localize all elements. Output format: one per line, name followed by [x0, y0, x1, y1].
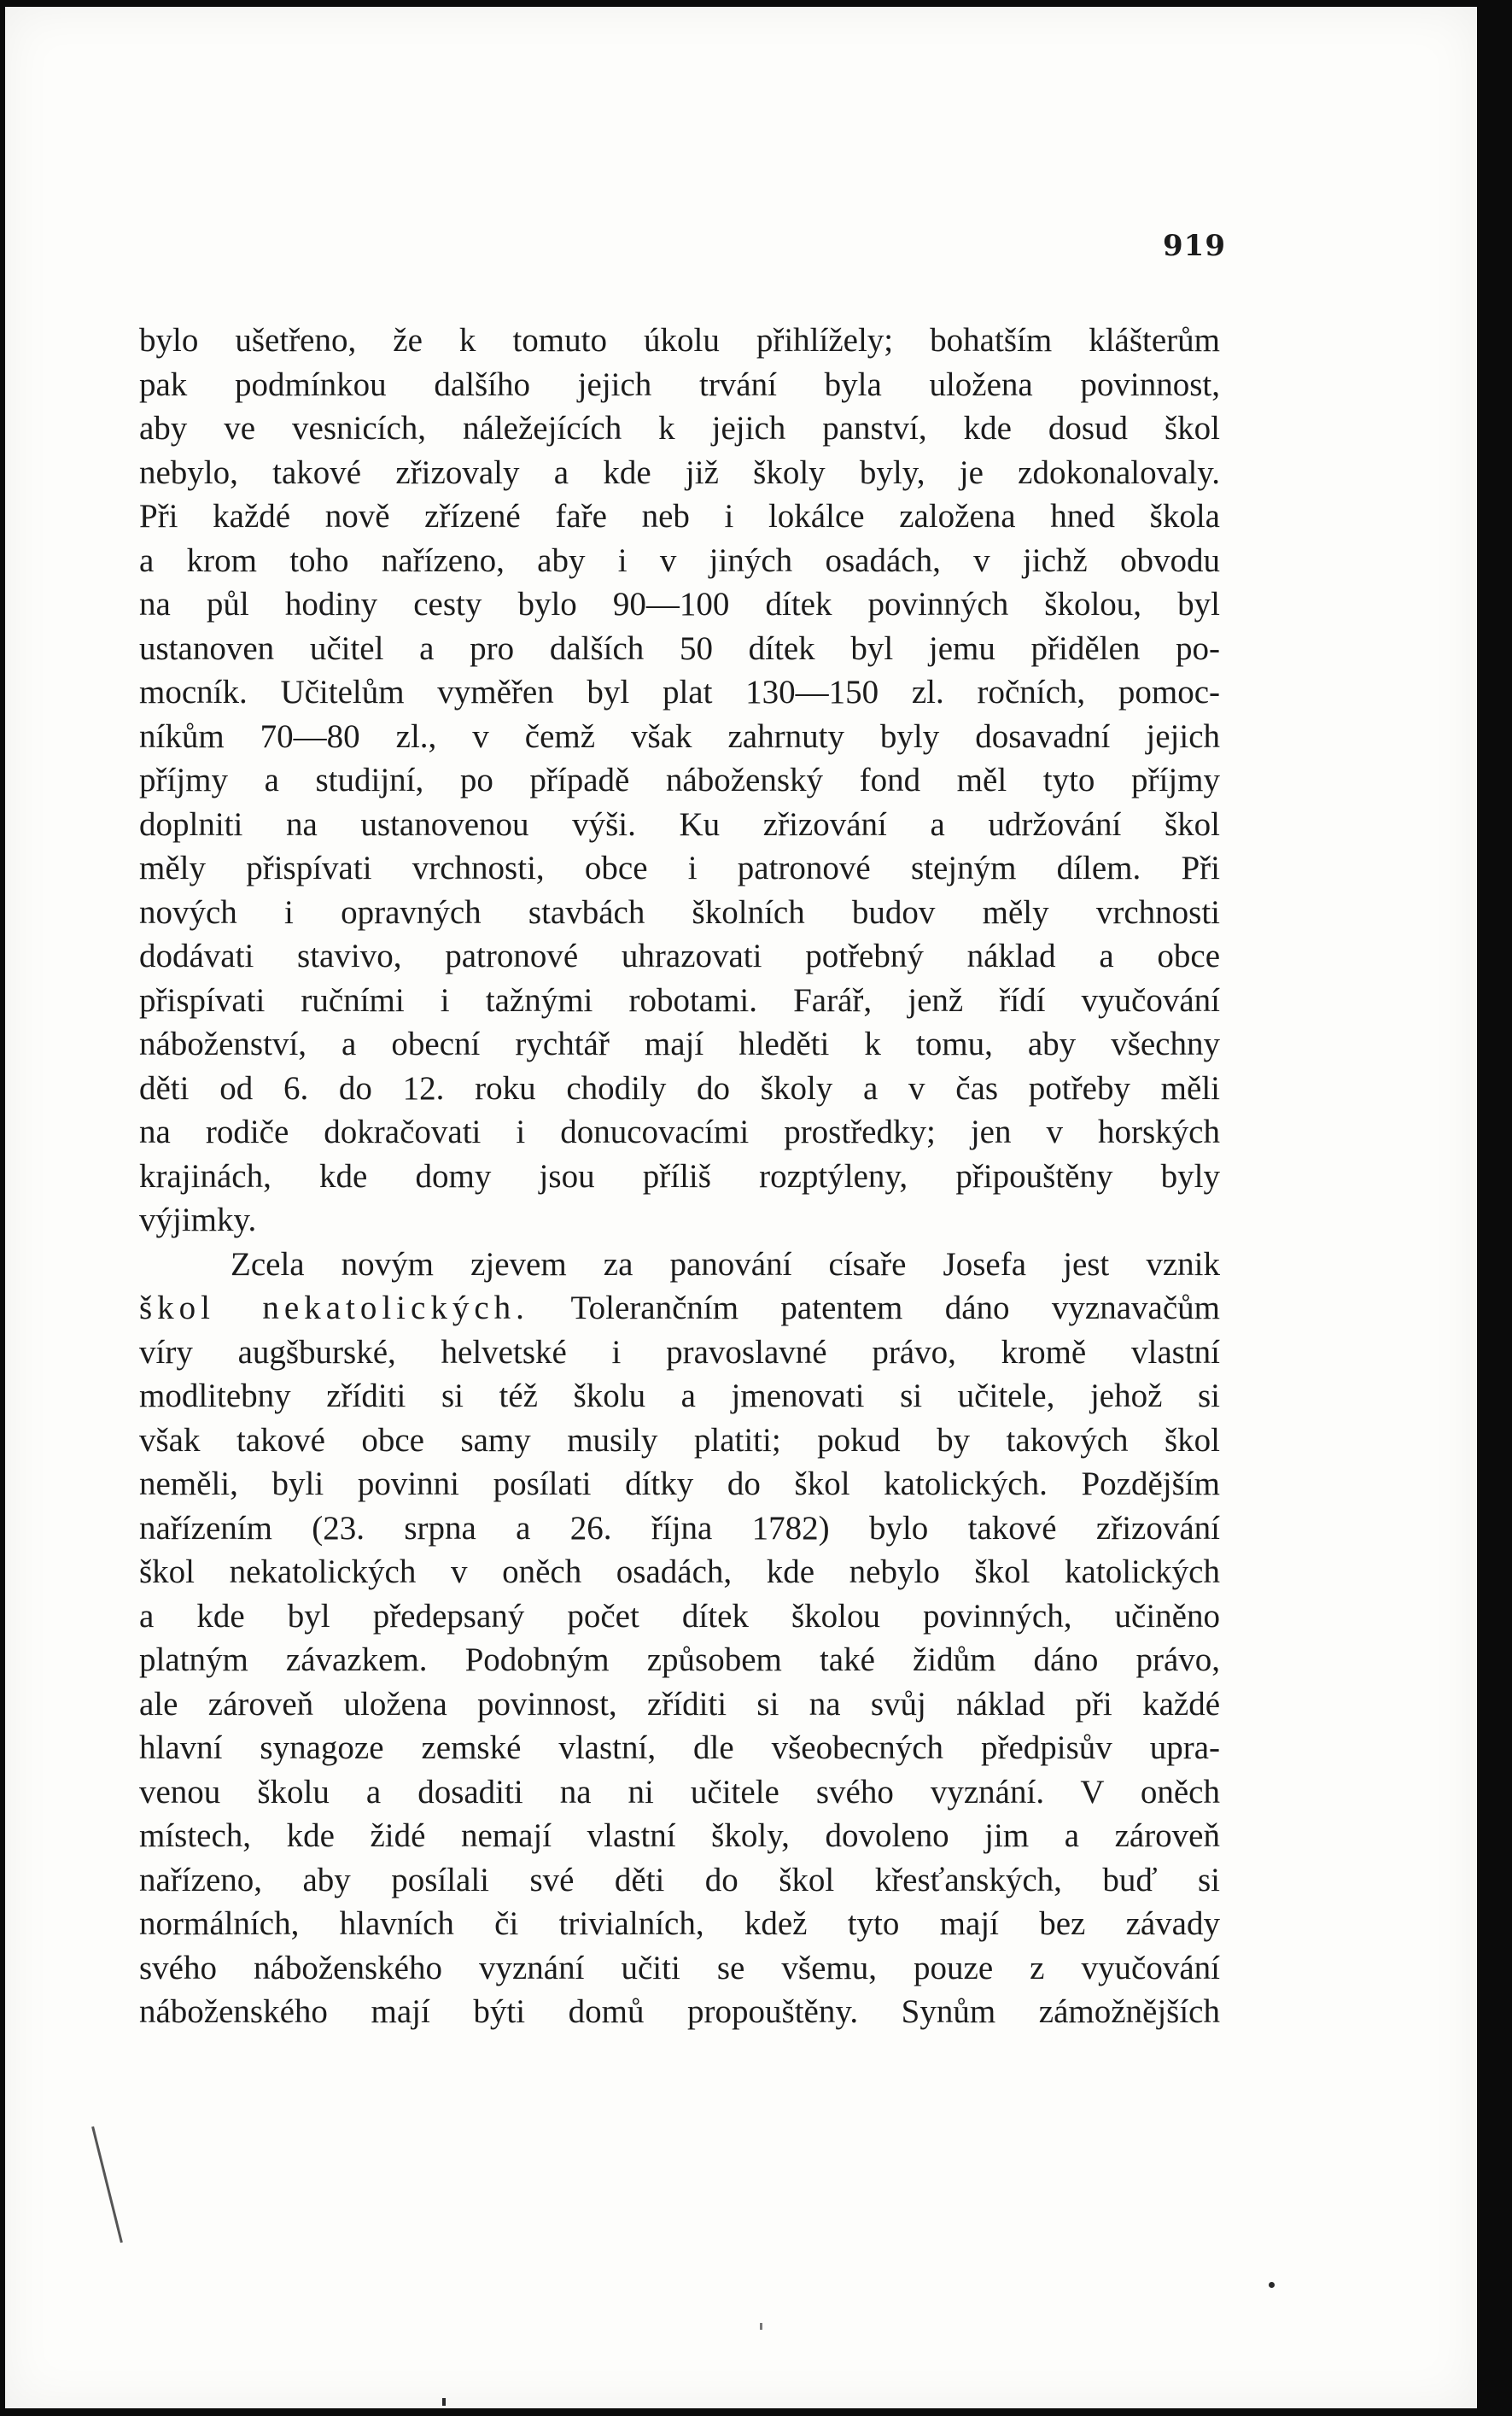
text-line: příjmy a studijní, po případě náboženský fond měl tyto příjmy — [139, 762, 1220, 799]
text-line: škol nekatolických v oněch osadách, kde nebylo škol katolických — [139, 1553, 1220, 1590]
book-page — [5, 7, 1477, 2408]
text-line: mocník. Učitelům vyměřen byl plat 130—150 zl. ročních, pomoc- — [139, 674, 1220, 711]
text-line: bylo ušetřeno, že k tomuto úkolu přihlížely; bohatším klášterům — [139, 322, 1220, 359]
text-line: a krom toho nařízeno, aby i v jiných osadách, v jichž obvodu — [139, 541, 1220, 579]
text-line: náboženského mají býti domů propouštěny. Synům zámožnějších — [139, 1993, 1220, 2030]
scan-speck — [1269, 2282, 1275, 2288]
text-line: náboženství, a obecní rychtář mají hleděti k tomu, aby všechny — [139, 1026, 1220, 1062]
text-line: modlitebny zříditi si též školu a jmenovati si učitele, jehož si — [139, 1378, 1220, 1414]
text-line: aby ve vesnicích, náležejících k jejich panství, kde dosud škol — [139, 410, 1220, 447]
text-line: nebylo, takové zřizovaly a kde již školy byly, je zdokonalovaly. — [139, 453, 1220, 491]
text-line: Zcela novým zjevem za panování císaře Josefa jest vznik — [231, 1245, 1220, 1283]
text-line: na rodiče dokračovati i donucovacími prostředky; jen v horských — [139, 1114, 1220, 1150]
text-line: a kde byl předepsaný počet dítek školou povinných, učiněno — [139, 1597, 1220, 1635]
text-line: normálních, hlavních či trivialních, kdež tyto mají bez závady — [139, 1905, 1220, 1942]
text-line: krajinách, kde domy jsou příliš rozptýleny, připouštěny byly — [139, 1157, 1220, 1195]
text-line: Při každé nově zřízené faře neb i lokálce založena hned škola — [139, 498, 1220, 535]
text-line: měly přispívati vrchnosti, obce i patronové stejným dílem. Při — [139, 850, 1220, 886]
page-number: 919 — [1163, 229, 1226, 263]
text-line: na půl hodiny cesty bylo 90—100 dítek povinných školou, byl — [139, 586, 1220, 623]
text-line: děti od 6. do 12. roku chodily do školy a v čas potřeby měli — [139, 1069, 1220, 1107]
scan-speck — [760, 2323, 762, 2330]
text-line: platným závazkem. Podobným způsobem také židům dáno právo, — [139, 1641, 1220, 1678]
text-line: hlavní synagoze zemské vlastní, dle všeobecných předpisův upra- — [139, 1729, 1220, 1766]
text-line: místech, kde židé nemají vlastní školy, dovoleno jim a zároveň — [139, 1817, 1220, 1854]
text-line: venou školu a dosaditi na ni učitele svého vyznání. V oněch — [139, 1773, 1220, 1811]
text-line: doplniti na ustanovenou výši. Ku zřizování a udržování škol — [139, 805, 1220, 843]
text-line: ustanoven učitel a pro dalších 50 dítek byl jemu přidělen po- — [139, 629, 1220, 667]
text-line: ale zároveň uložena povinnost, zříditi si na svůj náklad při každé — [139, 1685, 1220, 1723]
text-line: nařízením (23. srpna a 26. října 1782) bylo takové zřizování — [139, 1509, 1220, 1547]
text-line: dodávati stavivo, patronové uhrazovati potřebný náklad a obce — [139, 938, 1220, 974]
text-line: však takové obce samy musily platiti; pokud by takových škol — [139, 1421, 1220, 1459]
text-line — [139, 1286, 1220, 1331]
scan-scratch-mark — [91, 2126, 123, 2243]
text-line: výjimky. — [139, 1202, 257, 1238]
text-line: přispívati ručními i tažnými robotami. Farář, jenž řídí vyučování — [139, 981, 1220, 1019]
spaced-emphasis: škol nekatolických. — [139, 1290, 529, 1326]
text-line: pak podmínkou dalšího jejich trvání byla uložena povinnost, — [139, 366, 1220, 403]
text-line: nařízeno, aby posílali své děti do škol křesťanských, buď si — [139, 1861, 1220, 1898]
text-line: svého náboženského vyznání učiti se všemu, pouze z vyučování — [139, 1949, 1220, 1986]
text-line: níkům 70—80 zl., v čemž však zahrnuty byly dosavadní jejich — [139, 717, 1220, 755]
scan-speck — [442, 2398, 446, 2406]
text-line: nových i opravných stavbách školních budov měly vrchnosti — [139, 893, 1220, 931]
text-line: víry augšburské, helvetské i pravoslavné právo, kromě vlastní — [139, 1333, 1220, 1371]
text-line: neměli, byli povinni posílati dítky do škol katolických. Pozdějším — [139, 1465, 1220, 1502]
text-fragment: Tolerančním patentem dáno vyznavačům — [528, 1290, 1220, 1326]
body-text — [139, 319, 1220, 2034]
